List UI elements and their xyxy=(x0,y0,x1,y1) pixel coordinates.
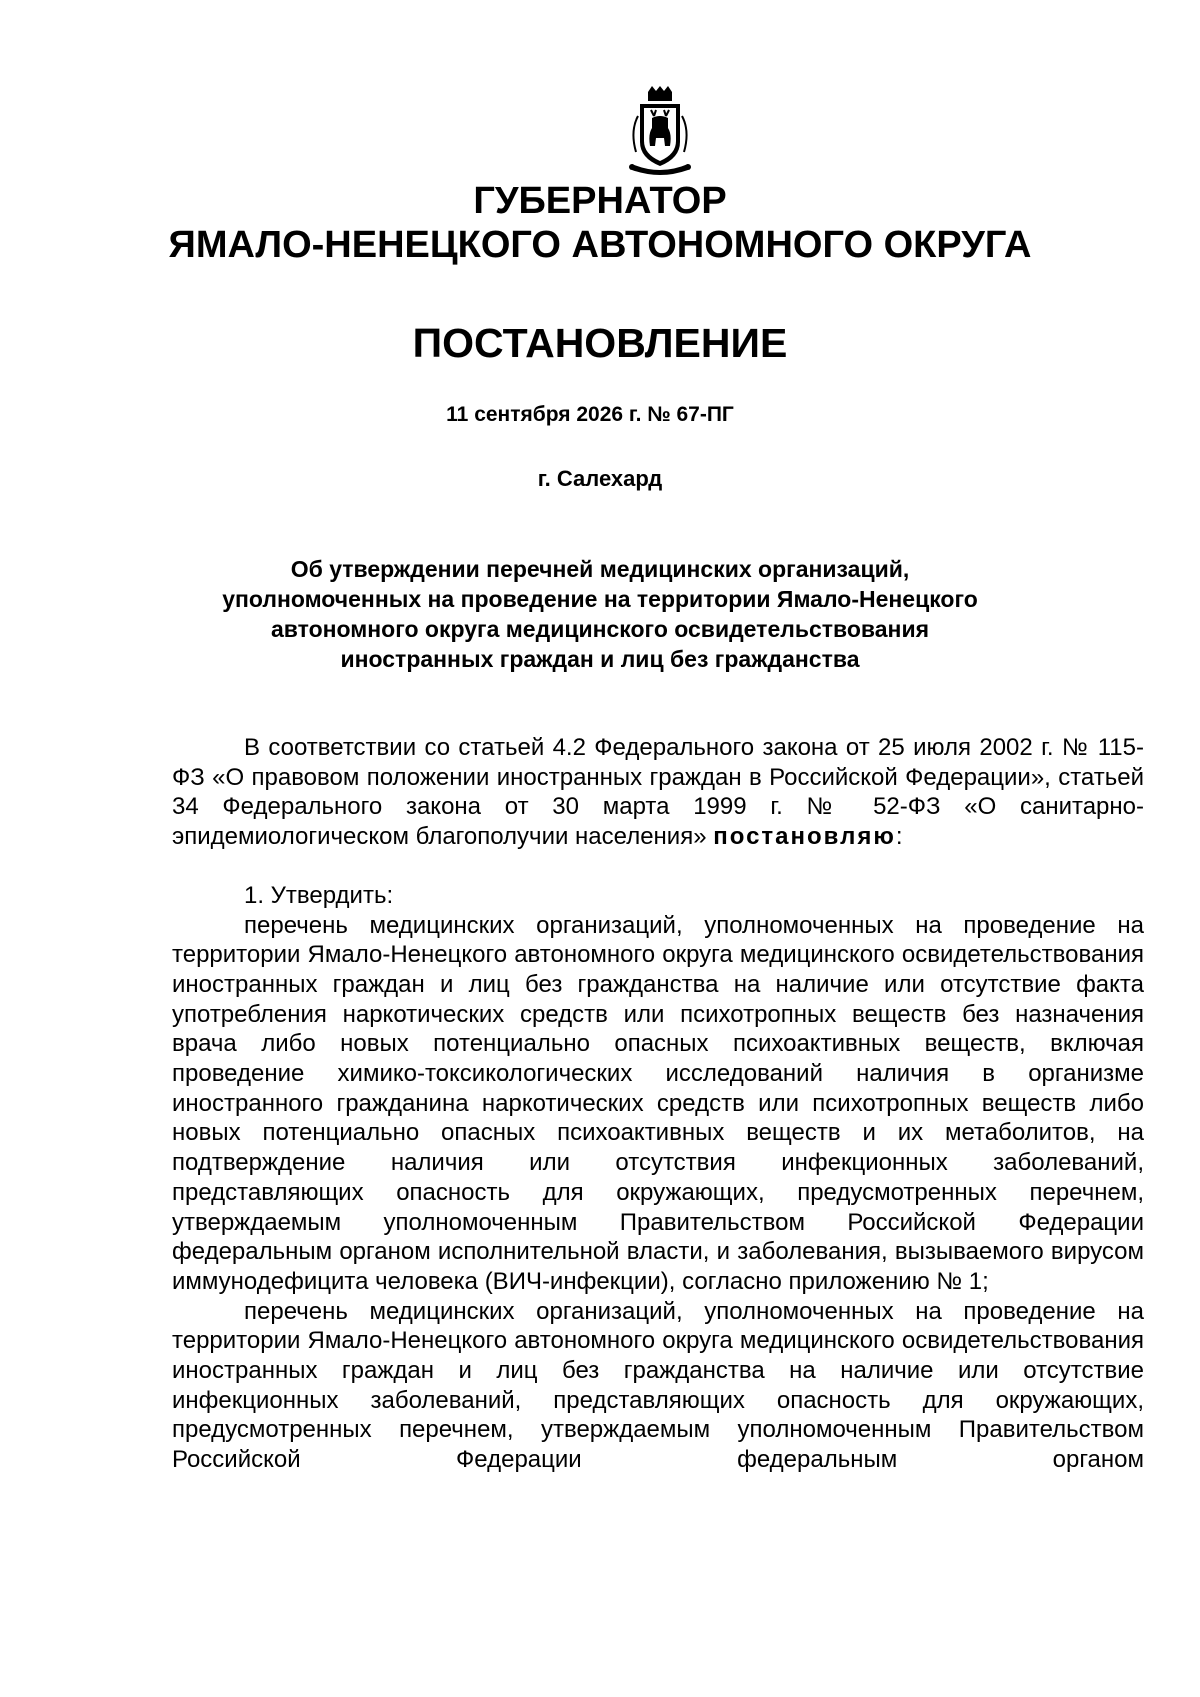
decree-colon: : xyxy=(895,823,903,851)
subject-line: автономного округа медицинского освидетельствования xyxy=(270,616,929,642)
item-heading: 1. Утвердить: xyxy=(244,881,394,909)
date-and-number: 11 сентября 2026 г. № 67-ПГ xyxy=(446,403,734,426)
subject-line: Об утверждении перечней медицинских организаций, xyxy=(290,556,910,582)
document-type: ПОСТАНОВЛЕНИЕ xyxy=(412,320,788,366)
coat-of-arms-icon xyxy=(618,86,702,176)
paragraph-gap xyxy=(172,852,1144,881)
preamble-paragraph xyxy=(172,733,1144,852)
preamble-text: В соответствии со статьей 4.2 Федерального закона от 25 июля 2002 г. № 115-ФЗ «О правовом положении иностранных граждан в Российской Федерации», статьей 34 Федерального закона от 30 марта 1999 г. № 52-ФЗ «О санитарно-эпидемиологическом благополучии населения» xyxy=(172,734,1144,851)
region-title: ЯМАЛО-НЕНЕЦКОГО АВТОНОМНОГО ОКРУГА xyxy=(168,224,1032,266)
city: г. Салехард xyxy=(537,466,663,491)
decree-word: постановляю xyxy=(713,823,896,851)
list-item: перечень медицинских организаций, уполномоченных на проведение на территории Ямало-Ненецкого автономного округа медицинского освидетельствования иностранных граждан и лиц без гражданства на наличие или отсутствие инфекционных заболеваний, представляющих опасность для окружающих, предусмотренных перечнем, утверждаемым уполномоченным Правительством Российской Федерации федеральным органом xyxy=(172,1297,1144,1474)
subject-line: иностранных граждан и лиц без гражданства xyxy=(340,646,860,672)
subject-line: уполномоченных на проведение на территории Ямало-Ненецкого xyxy=(222,586,978,612)
document-body xyxy=(172,733,1144,1475)
list-item: перечень медицинских организаций, уполномоченных на проведение на территории Ямало-Ненецкого автономного округа медицинского освидетельствования иностранных граждан и лиц без гражданства на наличие или отсутствие факта употребления наркотических средств или психотропных веществ без назначения врача либо новых потенциально опасных психоактивных веществ, включая проведение химико-токсикологических исследований наличия в организме иностранного гражданина наркотических средств или психотропных веществ либо новых потенциально опасных психоактивных веществ и их метаболитов, на подтверждение наличия или отсутствия инфекционных заболеваний, представляющих опасность для окружающих, предусмотренных перечнем, утверждаемым уполномоченным Правительством Российской Федерации федеральным органом исполнительной власти, и заболевания, вызываемого вирусом иммунодефицита человека (ВИЧ-инфекции), согласно приложению № 1; xyxy=(172,911,1144,1295)
document-subject xyxy=(160,554,1040,674)
governor-title: ГУБЕРНАТОР xyxy=(473,180,727,222)
